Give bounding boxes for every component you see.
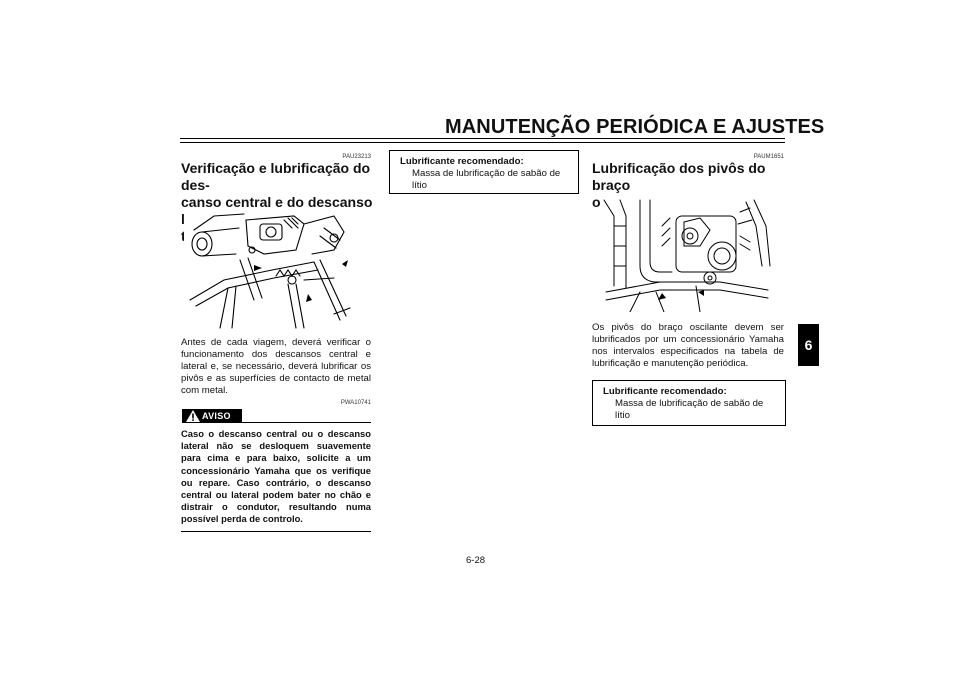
lubricant-body: Massa de lubrificação de sabão de lítio xyxy=(615,398,764,421)
lubricant-box xyxy=(592,380,786,426)
heading-line: canso central e do descanso la- xyxy=(181,194,373,227)
lubricant-body: Massa de lubrificação de sabão de lítio xyxy=(412,168,561,191)
heading-line: teral xyxy=(181,228,211,244)
lubricant-title: Lubrificante recomendado: xyxy=(400,156,524,167)
swingarm-body-text: Os pivôs do braço oscilante devem ser lubrificados por um concessionário Yamaha nos intervalos especificados na tabela de lubrificação e manutenção periódica. xyxy=(592,322,784,370)
warning-icon xyxy=(186,410,200,422)
stand-body-text: Antes de cada viagem, deverá verificar o funcionamento dos descansos central e lateral e, se necessário, deverá lubrificar os pivôs e as superfícies de contacto de metal com metal. xyxy=(181,337,371,397)
section-code: PAU23213 xyxy=(342,154,371,160)
swingarm-illustration xyxy=(600,196,772,312)
header-rule-top xyxy=(180,138,785,139)
section-code: PAUM1651 xyxy=(753,154,784,160)
warning-end-rule xyxy=(181,531,371,532)
stand-illustration xyxy=(184,210,352,330)
warning-code: PWA10741 xyxy=(340,400,371,406)
warning-label-text: AVISO xyxy=(202,411,231,421)
lubricant-box xyxy=(389,150,579,194)
chapter-tab[interactable]: 6 xyxy=(798,324,819,366)
warning-text: Caso o descanso central ou o descanso lateral não se desloquem suavemente para cima e para baixo, solicite a um concessionário Yamaha que os verifique ou repare. Caso contrário, o descanso central ou lateral podem bater no chão e distrair o condutor, resultando numa possível perda de controlo. xyxy=(181,428,371,525)
warning-label xyxy=(182,409,242,423)
heading-line: oscilante xyxy=(592,194,653,210)
warning-rule xyxy=(242,422,371,423)
heading-line: Verificação e lubrificação do des- xyxy=(181,160,371,193)
header-rule-bottom xyxy=(180,142,785,143)
page-number: 6-28 xyxy=(466,555,486,566)
heading-line: Lubrificação dos pivôs do braço xyxy=(592,160,766,193)
page-title: MANUTENÇÃO PERIÓDICA E AJUSTES xyxy=(445,116,825,138)
lubricant-title: Lubrificante recomendado: xyxy=(603,386,727,397)
